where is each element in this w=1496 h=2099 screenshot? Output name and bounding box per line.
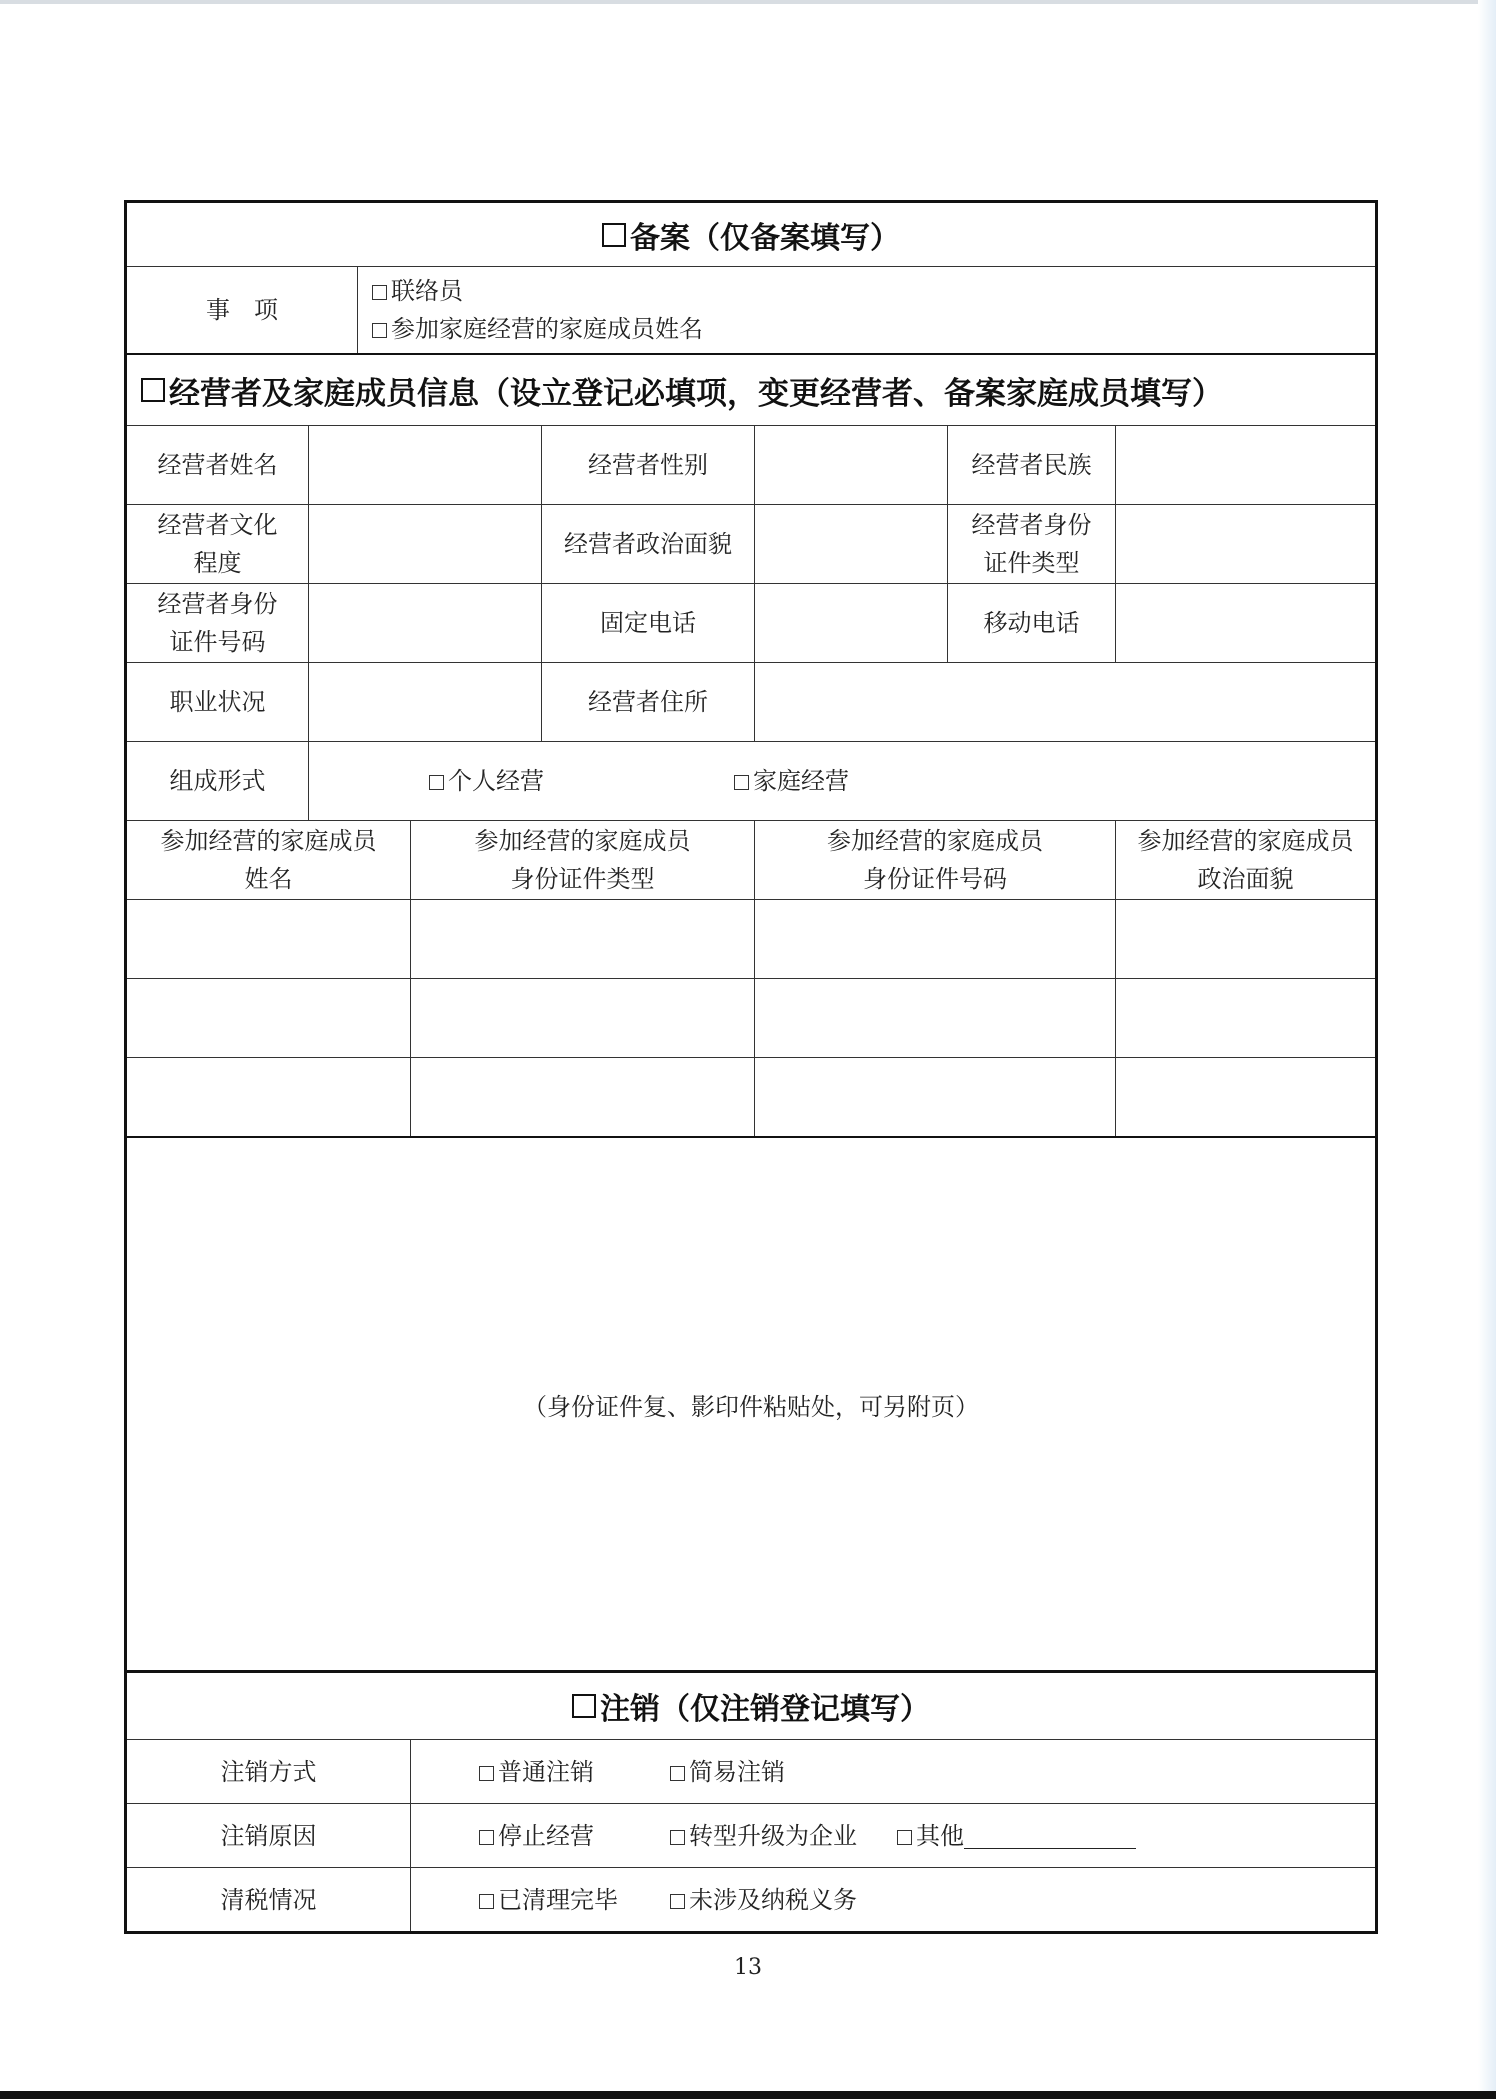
cancel-title-text: 注销（仅注销登记填写）: [600, 1692, 930, 1727]
composition-option-family[interactable]: 家庭经营: [734, 762, 849, 800]
tax-clearance-row: [127, 1867, 1375, 1931]
member-id-number-cell[interactable]: [754, 979, 1115, 1057]
normal-cancel-checkbox[interactable]: [479, 1766, 494, 1781]
other-checkbox[interactable]: [897, 1830, 912, 1845]
id-type-label: 经营者身份 证件类型: [947, 505, 1115, 583]
cancel-title: [127, 1673, 1375, 1739]
member-header-row: [127, 820, 1375, 899]
mobile-label: 移动电话: [947, 584, 1115, 662]
reason-option-stop[interactable]: 停止经营: [479, 1817, 594, 1855]
tax-clearance-options: [410, 1868, 1375, 1931]
operator-section: [127, 353, 1375, 1670]
scan-edge-right: [1478, 0, 1496, 2099]
family-members-checkbox[interactable]: [372, 323, 387, 338]
residence-label: 经营者住所: [541, 663, 754, 741]
stop-business-checkbox[interactable]: [479, 1830, 494, 1845]
composition-options: [308, 742, 1375, 820]
mobile-field[interactable]: [1115, 584, 1375, 662]
scan-edge-bottom: [0, 2091, 1496, 2099]
reason-option-upgrade[interactable]: 转型升级为企业: [670, 1817, 857, 1855]
member-name-cell[interactable]: [127, 979, 410, 1057]
operator-title: [127, 355, 1375, 425]
operator-checkbox[interactable]: [141, 378, 165, 402]
operator-row-1: [127, 425, 1375, 504]
cancel-reason-label: 注销原因: [220, 1821, 317, 1850]
id-number-field[interactable]: [308, 584, 541, 662]
gender-field[interactable]: [754, 426, 947, 504]
ethnicity-field[interactable]: [1115, 426, 1375, 504]
member-id-type-cell[interactable]: [410, 1058, 754, 1136]
composition-label: 组成形式: [169, 767, 266, 795]
id-number-label: 经营者身份 证件号码: [157, 590, 278, 656]
table-row: [127, 978, 1375, 1057]
family-checkbox[interactable]: [734, 775, 749, 790]
filing-item-options: [357, 267, 1375, 353]
individual-checkbox[interactable]: [429, 775, 444, 790]
filing-title: [127, 203, 1375, 266]
member-political-status-cell[interactable]: [1115, 900, 1375, 978]
page-number: 13: [734, 1955, 762, 1980]
cancel-method-options: [410, 1740, 1375, 1803]
member-header-id-number: 参加经营的家庭成员 身份证件号码: [754, 821, 1115, 899]
name-field[interactable]: [308, 426, 541, 504]
cancel-checkbox[interactable]: [572, 1694, 596, 1718]
scan-edge-top: [0, 0, 1496, 4]
tax-option-cleared[interactable]: 已清理完毕: [479, 1881, 618, 1919]
member-id-number-cell[interactable]: [754, 1058, 1115, 1136]
member-header-id-type: 参加经营的家庭成员 身份证件类型: [410, 821, 754, 899]
gender-label: 经营者性别: [541, 426, 754, 504]
landline-label: 固定电话: [541, 584, 754, 662]
liaison-checkbox[interactable]: [372, 285, 387, 300]
id-type-field[interactable]: [1115, 505, 1375, 583]
registration-form: [124, 200, 1378, 1934]
operator-row-4: [127, 662, 1375, 741]
no-tax-checkbox[interactable]: [670, 1894, 685, 1909]
member-id-type-cell[interactable]: [410, 979, 754, 1057]
member-header-name: 参加经营的家庭成员 姓名: [160, 827, 377, 893]
member-id-type-cell[interactable]: [410, 900, 754, 978]
occupation-field[interactable]: [308, 663, 541, 741]
filing-option-family-members[interactable]: 参加家庭经营的家庭成员姓名: [372, 310, 703, 348]
composition-option-individual[interactable]: 个人经营: [429, 762, 544, 800]
member-name-cell[interactable]: [127, 900, 410, 978]
education-field[interactable]: [308, 505, 541, 583]
member-political-status-cell[interactable]: [1115, 979, 1375, 1057]
member-id-number-cell[interactable]: [754, 900, 1115, 978]
political-status-field[interactable]: [754, 505, 947, 583]
landline-field[interactable]: [754, 584, 947, 662]
cancel-method-row: [127, 1739, 1375, 1803]
member-name-cell[interactable]: [127, 1058, 410, 1136]
cancel-section: [127, 1670, 1375, 1931]
other-reason-input[interactable]: [964, 1822, 1136, 1849]
tax-cleared-checkbox[interactable]: [479, 1894, 494, 1909]
table-row: [127, 1057, 1375, 1136]
tax-option-not-applicable[interactable]: 未涉及纳税义务: [670, 1881, 857, 1919]
residence-field[interactable]: [754, 663, 1375, 741]
filing-option-liaison[interactable]: 联络员: [372, 272, 463, 310]
operator-title-text: 经营者及家庭成员信息（设立登记必填项，变更经营者、备案家庭成员填写）: [169, 375, 1223, 412]
upgrade-checkbox[interactable]: [670, 1830, 685, 1845]
simple-cancel-checkbox[interactable]: [670, 1766, 685, 1781]
reason-option-other[interactable]: 其他: [897, 1817, 964, 1855]
ethnicity-label: 经营者民族: [947, 426, 1115, 504]
id-copy-paste-area[interactable]: [127, 1136, 1375, 1670]
paste-note: （身份证件复、影印件粘贴处，可另附页）: [523, 1392, 979, 1421]
filing-checkbox[interactable]: [602, 223, 626, 247]
filing-item-row: [127, 266, 1375, 353]
method-option-normal[interactable]: 普通注销: [479, 1753, 594, 1791]
tax-clearance-label: 清税情况: [220, 1885, 317, 1914]
operator-row-3: [127, 583, 1375, 662]
composition-row: [127, 741, 1375, 820]
operator-row-2: [127, 504, 1375, 583]
filing-section: [127, 203, 1375, 353]
cancel-reason-options: [410, 1804, 1375, 1867]
political-status-label: 经营者政治面貌: [541, 505, 754, 583]
education-label: 经营者文化 程度: [157, 511, 278, 577]
name-label: 经营者姓名: [157, 451, 278, 479]
table-row: [127, 899, 1375, 978]
member-political-status-cell[interactable]: [1115, 1058, 1375, 1136]
method-option-simple[interactable]: 简易注销: [670, 1753, 785, 1791]
cancel-method-label: 注销方式: [220, 1757, 317, 1786]
cancel-reason-row: [127, 1803, 1375, 1867]
member-header-political-status: 参加经营的家庭成员 政治面貌: [1115, 821, 1375, 899]
occupation-label: 职业状况: [169, 688, 266, 716]
filing-title-text: 备案（仅备案填写）: [630, 220, 900, 256]
filing-item-label: 事 项: [206, 296, 278, 324]
